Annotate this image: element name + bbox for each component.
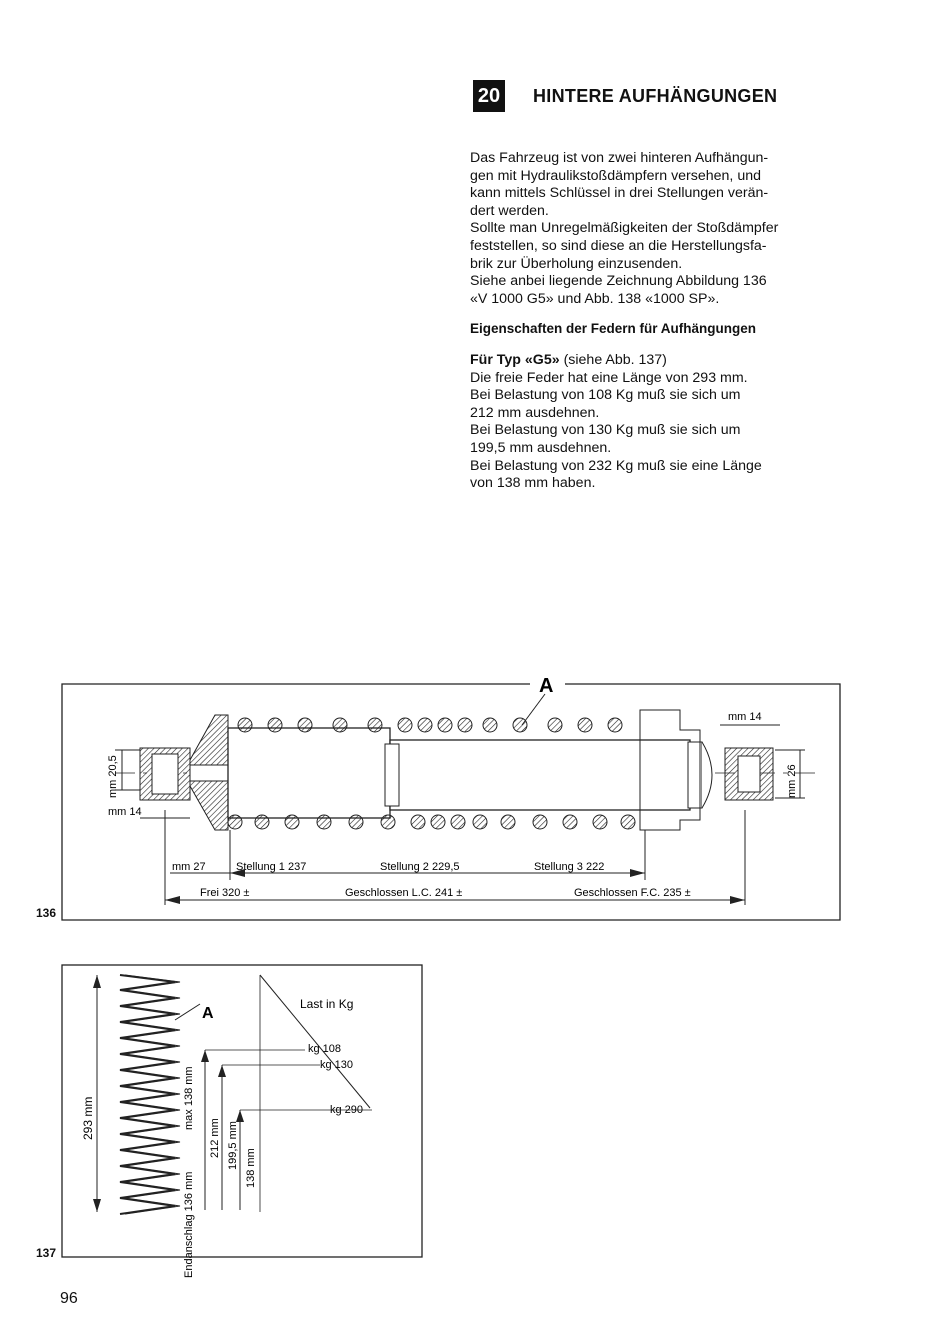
type-ref: (siehe Abb. 137) xyxy=(559,352,667,368)
figure-136-shock-absorber xyxy=(0,670,950,930)
fig137-max-138: max 138 mm xyxy=(183,1066,195,1130)
figure-136-number: 136 xyxy=(36,906,57,920)
fig136-closed-lc: Geschlossen L.C. 241 ± xyxy=(345,887,463,899)
fig136-dim-14-left: mm 14 xyxy=(108,806,142,818)
intro-line: dert werden. xyxy=(470,202,549,219)
intro-line: gen mit Hydraulikstoßdämpfern versehen, und xyxy=(470,167,761,184)
spec-line: von 138 mm haben. xyxy=(470,475,596,492)
spec-line: Bei Belastung von 108 Kg muß sie sich um xyxy=(470,387,741,404)
intro-line: Siehe anbei liegende Zeichnung Abbildung 136 xyxy=(470,273,767,290)
spec-line: 199,5 mm ausdehnen. xyxy=(470,439,612,456)
fig136-dim-27: mm 27 xyxy=(172,861,206,873)
fig137-length-199: 199,5 mm xyxy=(227,1121,239,1170)
intro-line: brik zur Überholung einzusenden. xyxy=(470,255,683,272)
chapter-number: 20 xyxy=(477,84,501,107)
fig136-dim-26: mm 26 xyxy=(786,764,798,798)
fig137-kg130: kg 130 xyxy=(320,1059,354,1071)
fig137-kg290: kg 290 xyxy=(330,1104,364,1116)
fig137-end-stop-136: Endanschlag 136 mm xyxy=(183,1171,195,1278)
fig137-length-212: 212 mm xyxy=(209,1118,221,1158)
intro-line: kann mittels Schlüssel in drei Stellungen verän- xyxy=(470,185,769,202)
fig136-closed-fc: Geschlossen F.C. 235 ± xyxy=(574,887,691,899)
fig137-marker-a: A xyxy=(202,1005,214,1022)
fig137-kg108: kg 108 xyxy=(308,1043,342,1055)
type-label: Für Typ «G5» xyxy=(470,352,560,368)
fig136-position-3: Stellung 3 222 xyxy=(534,861,605,873)
chapter-title: HINTERE AUFHÄNGUNGEN xyxy=(533,86,778,106)
spec-line: Bei Belastung von 130 Kg muß sie sich um xyxy=(470,422,741,439)
chapter-number-box xyxy=(473,80,505,112)
fig136-position-2: Stellung 2 229,5 xyxy=(380,861,460,873)
intro-line: Sollte man Unregelmäßigkeiten der Stoßdämpfer xyxy=(470,220,779,237)
type-line xyxy=(470,352,840,370)
fig136-free-length: Frei 320 ± xyxy=(200,887,250,899)
intro-paragraph xyxy=(470,150,840,308)
intro-line: feststellen, so sind diese an die Herstellungsfa- xyxy=(470,237,767,254)
spec-line: Die freie Feder hat eine Länge von 293 mm. xyxy=(470,369,748,386)
fig136-position-1: Stellung 1 237 xyxy=(236,861,307,873)
fig137-length-138: 138 mm xyxy=(245,1148,257,1188)
fig136-dim-20-5: mm 20,5 xyxy=(107,755,119,798)
intro-line: «V 1000 G5» und Abb. 138 «1000 SP». xyxy=(470,290,720,307)
fig137-load-label: Last in Kg xyxy=(300,997,354,1011)
fig137-length-293: 293 mm xyxy=(81,1096,95,1140)
fig136-marker-a: A xyxy=(539,675,554,697)
fig136-dim-14-right: mm 14 xyxy=(728,711,762,723)
figure-137-number: 137 xyxy=(36,1246,57,1260)
figure-137-spring-diagram xyxy=(0,960,440,1290)
page-number: 96 xyxy=(60,1290,78,1307)
spec-line: Bei Belastung von 232 Kg muß sie eine Länge xyxy=(470,457,762,474)
spring-specs xyxy=(470,352,840,493)
intro-line: Das Fahrzeug ist von zwei hinteren Aufhängun- xyxy=(470,150,769,166)
spec-line: 212 mm ausdehnen. xyxy=(470,404,600,421)
spring-subheading: Eigenschaften der Federn für Aufhängungen xyxy=(470,321,757,336)
